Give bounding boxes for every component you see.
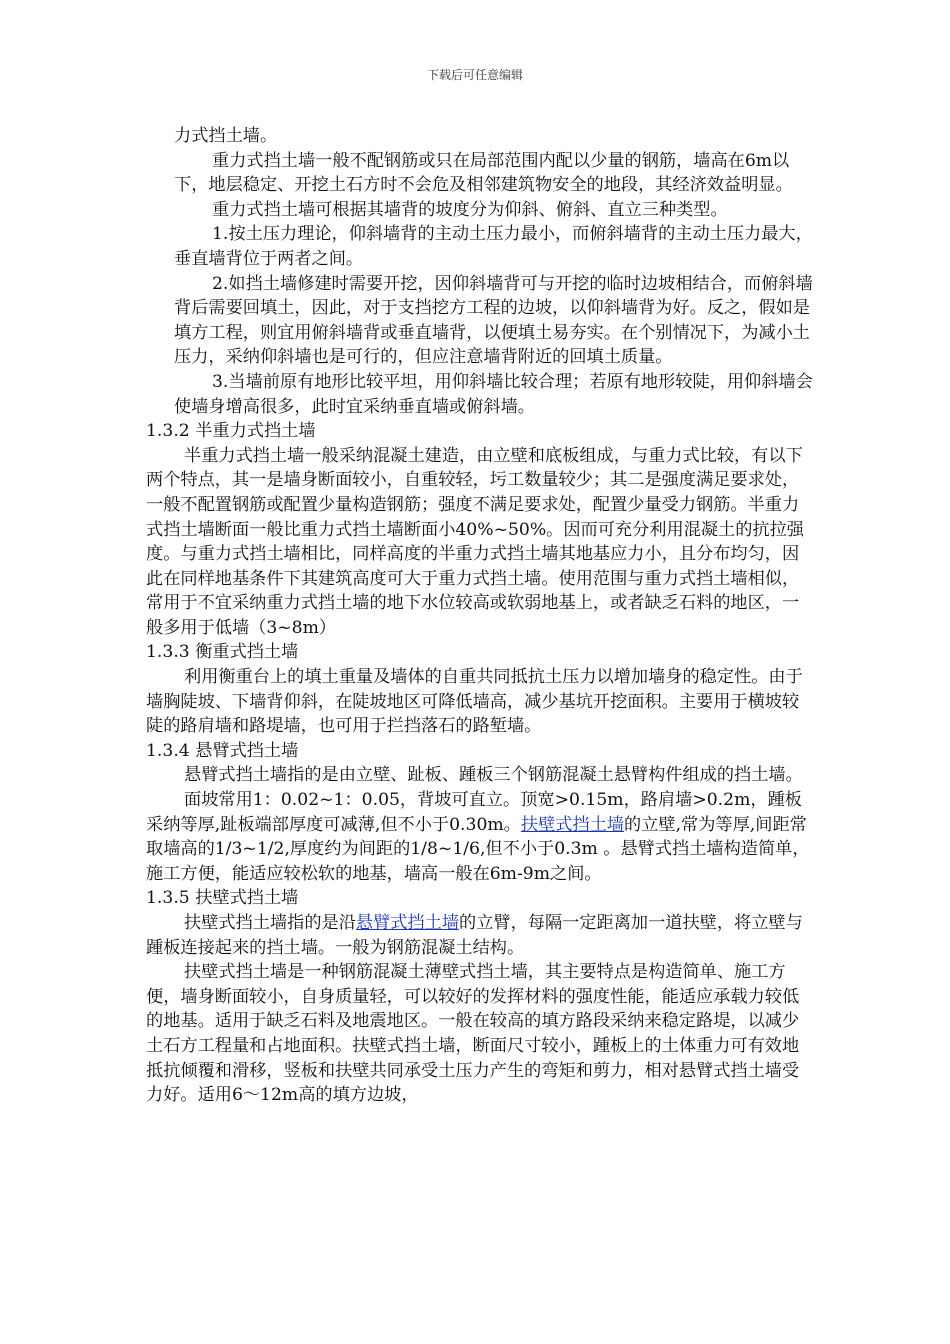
paragraph-semi-gravity-wall: 半重力式挡土墙一般采纳混凝土建造，由立壁和底板组成，与重力式比较，有以下两个特点，其一是墙身断面较小，自重较轻，圬工数量较少；其二是强度满足要求处，一般不配置钢筋或配置少量构造钢筋；强度不满足要求处，配置少量受力钢筋。半重力式挡土墙断面一般比重力式挡土墙断面小40%~50%。因而可充分利用混凝土的抗拉强度。与重力式挡土墙相比，同样高度的半重力式挡土墙其地基应力小，且分布均匀，因此在同样地基条件下其建筑高度可大于重力式挡土墙。使用范围与重力式挡土墙相似，常用于不宜采纳重力式挡土墙的地下水位较高或软弱地基上，或者缺乏石料的地区，一般多用于低墙（3~8m） [146, 445, 804, 638]
paragraph-point-3: 3.当墙前原有地形比较平坦，用仰斜墙比较合理；若原有地形较陡，用仰斜墙会使墙身增高很多，此时宜采纳垂直墙或俯斜墙。 [174, 371, 813, 417]
paragraph-cantilever-wall-dims [146, 788, 816, 886]
text-after-link: 的立臂，每隔一定距离加一道扶壁，将立壁与踵板连接起来的挡土墙。一般为钢筋混凝土结构。 [146, 913, 803, 958]
section-heading-1-3-5: 1.3.5 扶壁式挡土墙 [146, 888, 299, 909]
text-before-link: 扶壁式挡土墙指的是沿 [184, 913, 356, 933]
paragraph-cantilever-wall-def: 悬臂式挡土墙指的是由立壁、趾板、踵板三个钢筋混凝土悬臂构件组成的挡土墙。 [184, 765, 803, 786]
paragraph-point-2: 2.如挡土墙修建时需要开挖，因仰斜墙背可与开挖的临时边坡相结合，而俯斜墙背后需要回填土，因此，对于支挡挖方工程的边坡，以仰斜墙背为好。反之，假如是填方工程，则宜用俯斜墙背或垂直墙背，以便填土易夯实。在个别情况下，为减小土压力，采纳仰斜墙也是可行的，但应注意墙背附近的回填土质量。 [174, 273, 813, 368]
section-heading-1-3-2: 1.3.2 半重力式挡土墙 [146, 421, 316, 442]
paragraph-continuation: 力式挡土墙。 [174, 126, 278, 146]
paragraph-balance-weight-wall: 利用衡重台上的填土重量及墙体的自重共同抵抗土压力以增加墙身的稳定性。由于墙胸陡坡、下墙背仰斜，在陡坡地区可降低墙高，减少基坑开挖面积。主要用于横坡较陡的路肩墙和路堤墙，也可用于拦挡落石的路堑墙。 [146, 667, 803, 737]
page-header: 下载后可任意编辑 [426, 68, 523, 82]
section-heading-1-3-4: 1.3.4 悬臂式挡土墙 [146, 740, 299, 761]
paragraph-gravity-wall: 重力式挡土墙一般不配钢筋或只在局部范围内配以少量的钢筋，墙高在6m以下，地层稳定、开挖土石方时不会危及相邻建筑物安全的地段，其经济效益明显。 [174, 150, 793, 196]
section-heading-1-3-3: 1.3.3 衡重式挡土墙 [146, 642, 299, 663]
paragraph-point-1: 1.按土压力理论，仰斜墙背的主动土压力最小，而俯斜墙背的主动土压力最大，垂直墙背位于两者之间。 [174, 224, 813, 269]
counterfort-wall-link[interactable]: 扶壁式挡土墙 [520, 814, 625, 835]
text-after-link: 的立壁,常为等厚,间距常取墙高的1/3~1/2,厚度约为间距的1/8~1/6,但不小于0.3m 。悬臂式挡土墙构造简单，施工方便，能适应较松软的地基，墙高一般在6m-9m之间。 [146, 814, 810, 884]
text-before-link: 面坡常用1：0.02~1：0.05，背坡可直立。顶宽>0.15m，路肩墙>0.2m，踵板采纳等厚,趾板端部厚度可减薄,但不小于0.30m。 [146, 790, 802, 835]
paragraph-counterfort-wall-def [146, 911, 816, 960]
cantilever-wall-link[interactable]: 悬臂式挡土墙 [355, 913, 460, 933]
document-body [146, 124, 816, 1108]
paragraph-wall-types: 重力式挡土墙可根据其墙背的坡度分为仰斜、俯斜、直立三种类型。 [212, 199, 728, 220]
paragraph-counterfort-wall-features: 扶壁式挡土墙是一种钢筋混凝土薄壁式挡土墙，其主要特点是构造简单、施工方便，墙身断面较小，自身质量轻，可以较好的发挥材料的强度性能，能适应承载力较低的地基。适用于缺乏石料及地震地区。一般在较高的填方路段采纳来稳定路堤，以减少土石方工程量和占地面积。扶壁式挡土墙，断面尺寸较小，踵板上的土体重力可有效地抵抗倾覆和滑移，竖板和扶壁共同承受土压力产生的弯矩和剪力，相对悬臂式挡土墙受力好。适用6～12m高的填方边坡， [146, 962, 800, 1106]
